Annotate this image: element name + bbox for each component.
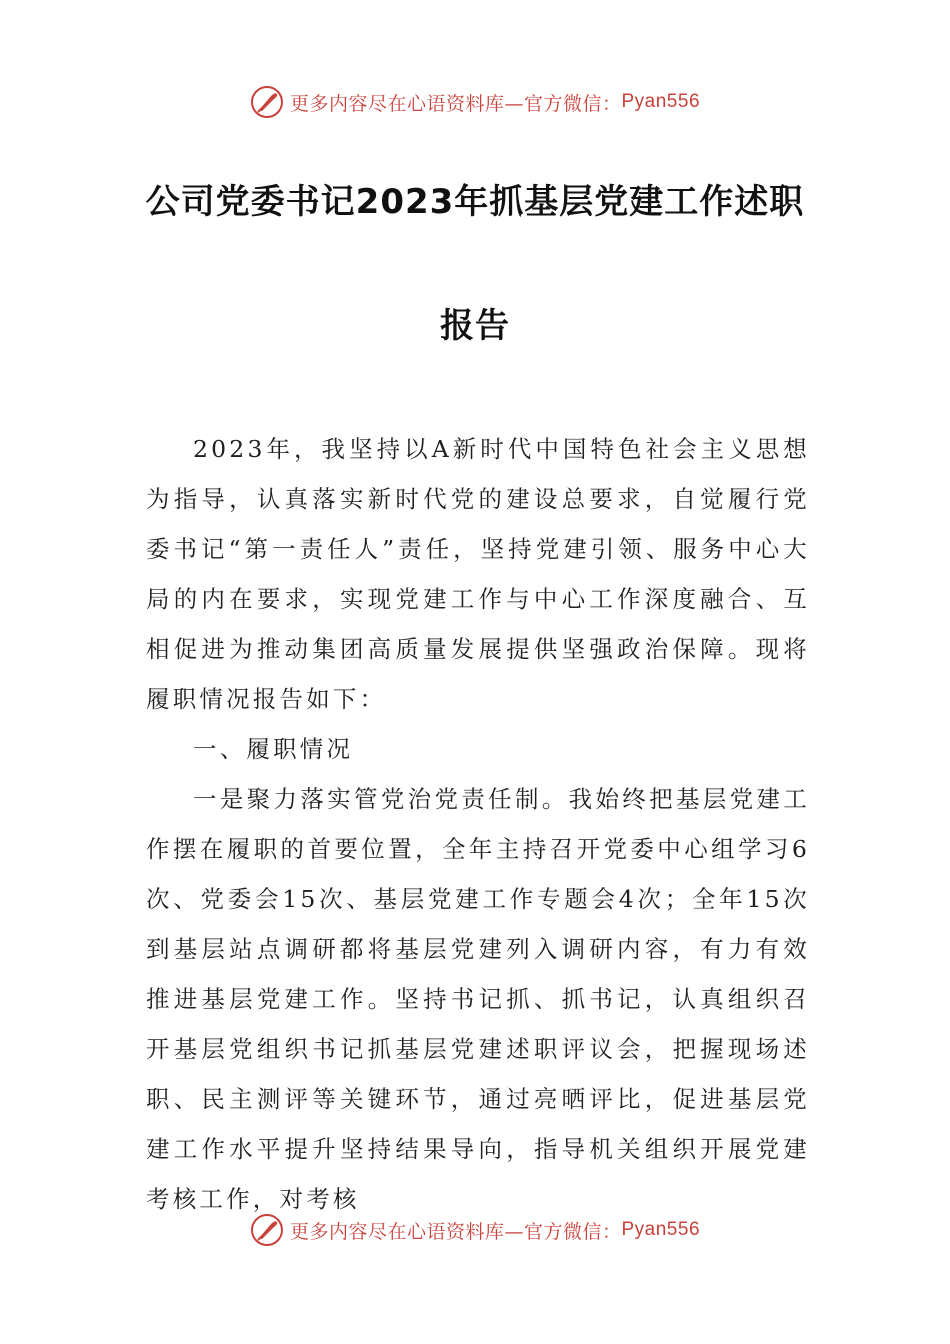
- watermark-wechat-id: Pyan556: [621, 1219, 701, 1240]
- document-title-line-1: 公司党委书记2023年抓基层党建工作述职: [145, 182, 805, 222]
- document-title-line-2: 报告: [440, 306, 510, 346]
- paragraph-intro: 2023年，我坚持以A新时代中国特色社会主义思想为指导，认真落实新时代党的建设总要求，自觉履行党委书记“第一责任人”责任，坚持党建引领、服务中心大局的内在要求，实现党建工作与中心工作深度融合、互相促进为推动集团高质量发展提供坚强政治保障。现将履职情况报告如下：: [146, 435, 810, 713]
- paragraph-item-1: 一是聚力落实管党治党责任制。我始终把基层党建工作摆在履职的首要位置，全年主持召开党委中心组学习6次、党委会15次、基层党建工作专题会4次；全年15次到基层站点调研都将基层党建列入调研内容，有力有效推进基层党建工作。坚持书记抓、抓书记，认真组织召开基层党组织书记抓基层党建述职评议会，把握现场述职、民主测评等关键环节，通过亮晒评比，促进基层党建工作水平提升坚持结果导向，指导机关组织开展党建考核工作，对考核: [146, 785, 810, 1213]
- watermark-text: 更多内容尽在心语资料库—官方微信：: [289, 1220, 622, 1243]
- watermark-wechat-id: Pyan556: [621, 91, 701, 112]
- quill-pen-logo-icon: [250, 85, 284, 119]
- quill-pen-logo-icon: [250, 1213, 284, 1247]
- watermark-text: 更多内容尽在心语资料库—官方微信：: [289, 92, 622, 115]
- section-heading: 一、履职情况: [193, 735, 354, 763]
- watermark-footer: [0, 1208, 950, 1252]
- document-body: [146, 424, 810, 1224]
- watermark-header: [0, 80, 950, 124]
